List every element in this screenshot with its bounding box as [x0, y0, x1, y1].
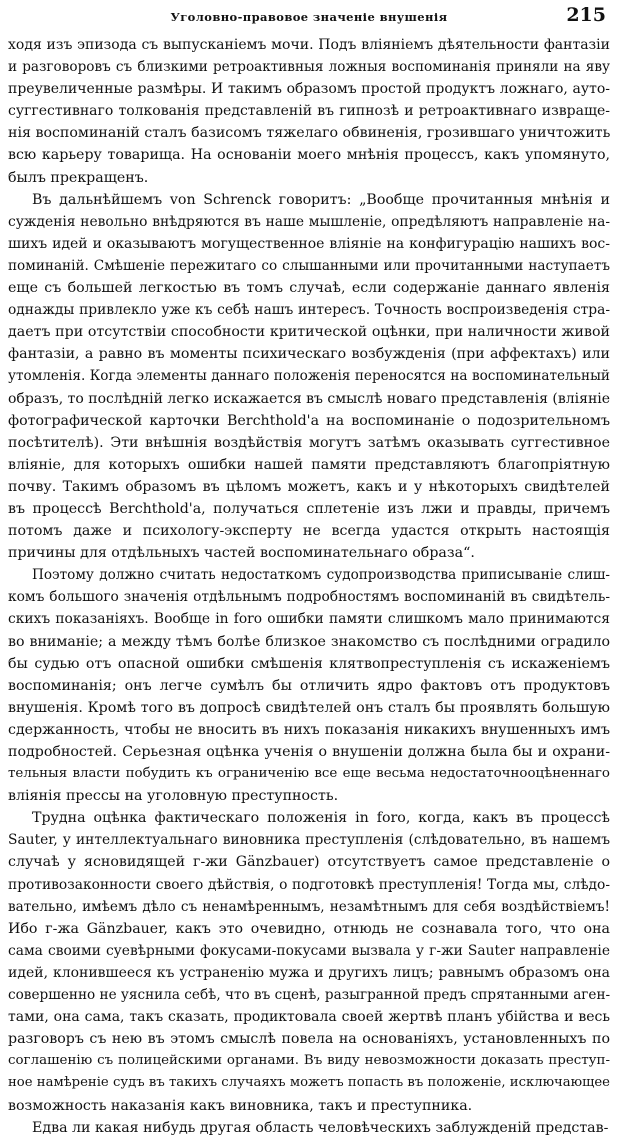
text-line: скихъ показаніяхъ. Вообще in foro ошибки памяти слишкомъ мало принимаются — [8, 611, 610, 628]
page-header — [8, 4, 610, 34]
text-line: вліянія прессы на уголовную преступность. — [8, 788, 339, 805]
text-line: былъ прекращенъ. — [8, 169, 149, 186]
text-line: совершенно не уяснила себѣ, что въ сценѣ, разыгранной предъ спрятанными аген- — [8, 987, 610, 1004]
text-line: Поэтому должно считать недостаткомъ судопроизводства приписываніе слиш- — [32, 567, 610, 584]
text-line: шихъ идей и оказываютъ могущественное вліяніе на конфигурацію нашихъ вос- — [8, 235, 610, 252]
text-line: почву. Такимъ образомъ въ цѣломъ можетъ, какъ и у нѣкоторыхъ свидѣтелей — [8, 478, 610, 495]
text-line: суггестивнаго толкованія представленій въ гипнозѣ и ретроактивнаго извраще- — [8, 103, 610, 120]
paragraph — [8, 1117, 610, 1139]
text-line: даетъ при отсутствіи способности критической оцѣнки, при наличности живой — [8, 324, 610, 341]
text-line: въ процессѣ Berchthold'a, получаться сплетеніе изъ лжи и правды, причемъ — [8, 500, 610, 517]
text-line: посѣтителѣ). Эти внѣшнія воздѣйствія могутъ затѣмъ оказывать суггестивное — [8, 434, 610, 451]
text-line: преувеличенные размѣры. И такимъ образомъ простой продуктъ ложнаго, ауто- — [8, 81, 610, 98]
text-line: и разговоровъ съ близкими ретроактивныя ложныя воспоминанія приняли на яву — [8, 59, 610, 76]
text-line: внушенія. Кромѣ того въ допросѣ свидѣтелей онъ сталъ бы проявлять большую — [8, 699, 610, 716]
text-line: сужденія невольно внѣдряются въ наше мышленіе, опредѣляютъ направленіе на- — [8, 213, 610, 230]
text-line: однажды привлекло уже къ себѣ нашъ интересъ. Точность воспроизведенія стра- — [8, 302, 610, 319]
paragraph — [8, 564, 610, 807]
text-line: во вниманіе; а между тѣмъ болѣе близкое знакомство съ послѣдними оградило — [8, 633, 610, 650]
text-line: сдержанность, чтобы не вносить въ нихъ показанія никакихъ внушенныхъ имъ — [8, 721, 610, 738]
text-line: всю карьеру товарища. На основаніи моего мнѣнія процессъ, какъ упомянуто, — [8, 147, 610, 164]
text-line: тами, она сама, такъ сказать, продиктовала своей жертвѣ планъ убійства и весь — [8, 1009, 610, 1026]
text-line: еще съ большей легкостью въ томъ случаѣ, если содержаніе даннаго явленія — [8, 280, 610, 297]
paragraph — [8, 34, 610, 189]
text-line: соглашенію съ полицейскими органами. Въ виду невозможности доказать преступ- — [8, 1053, 610, 1069]
page-number: 215 — [566, 4, 606, 26]
text-line: возможность наказанія какъ виновника, такъ и преступника. — [8, 1097, 473, 1114]
text-line: подробностей. Серьезная оцѣнка ученія о внушеніи должна была бы и охрани- — [8, 744, 610, 760]
text-line: случаѣ у ясновидящей г-жи Gänzbauer) отсутствуетъ самое представленіе о — [8, 854, 610, 871]
text-line: Едва ли какая нибудь другая область человѣческихъ заблужденій представ- — [32, 1119, 609, 1136]
text-line: фотографической карточки Berchthold'a на воспоминаніе о подозрительномъ — [8, 412, 610, 429]
text-line: образъ, то послѣдній легко искажается въ смыслѣ новаго представленія (вліяніе — [8, 390, 610, 407]
text-line: нія воспоминаній сталъ базисомъ тяжелаго обвиненія, грозившаго уничтожить — [8, 125, 610, 142]
text-line: идей, клонившееся къ устраненію мужа и другихъ лицъ; равнымъ образомъ она — [8, 964, 610, 981]
text-line: тельныя власти побудить къ ограниченію все еще весьма недостаточнооцѣненнаго — [8, 766, 610, 782]
text-line: Въ дальнѣйшемъ von Schrenck говоритъ: „Вообще прочитанныя мнѣнія и — [32, 191, 610, 208]
text-line: Ибо г-жа Gänzbauer, какъ это очевидно, отнюдь не сознавала того, что она — [8, 920, 610, 937]
text-line: воспоминанія; онъ легче сумѣлъ бы отличить ядро фактовъ отъ продуктовъ — [8, 677, 610, 694]
text-line: поминаній. Смѣшеніе пережитаго со слышанными или прочитанными наступаетъ — [8, 257, 610, 274]
running-title: Уголовно-правовое значеніе внушенія — [170, 10, 448, 24]
text-line: вліяніе, для которыхъ ошибки нашей памяти представляютъ благопріятную — [8, 456, 610, 473]
text-line: фантазіи, а равно въ моменты психическаго возбужденія (при аффектахъ) или — [8, 346, 610, 363]
paragraph — [8, 189, 610, 565]
text-line: разговоръ съ нею въ этомъ смыслѣ повела на основаніяхъ, установленныхъ по — [8, 1031, 610, 1048]
paragraph — [8, 807, 610, 1116]
text-line: бы судью отъ опасной ошибки смѣшенія клятвопреступленія съ искаженіемъ — [8, 655, 610, 672]
text-line: комъ большого значенія отдѣльнымъ подробностямъ воспоминаній въ свидѣтель- — [8, 589, 610, 606]
text-line: ходя изъ эпизода съ выпусканіемъ мочи. Подъ вліяніемъ дѣятельности фантазіи — [8, 37, 610, 53]
text-line: утомленія. Когда элементы даннаго положенія переносятся на воспоминательный — [8, 368, 610, 385]
body-text — [8, 34, 610, 1139]
text-line: Трудна оцѣнка фактическаго положенія in foro, когда, какъ въ процессѣ — [32, 810, 610, 827]
text-line: сама своими суевѣрными фокусами-покусами вызвала у г-жи Sauter направленіе — [8, 942, 610, 959]
text-line: причины для отдѣльныхъ частей воспоминательнаго образа“. — [8, 545, 475, 562]
text-line: вательно, имѣемъ дѣло съ ненамѣреннымъ, незамѣтнымъ для себя воздѣйствіемъ! — [8, 898, 610, 915]
text-line: Sauter, у интеллектуальнаго виновника преступленія (слѣдовательно, въ нашемъ — [8, 832, 610, 849]
text-line: противозаконности своего дѣйствія, о подготовкѣ преступленія! Тогда мы, слѣдо- — [8, 876, 610, 893]
text-line: потомъ даже и психологу-эксперту не всегда удастся открыть настоящія — [8, 523, 610, 540]
text-line: ное намѣреніе судъ въ такихъ случаяхъ можетъ попасть въ положеніе, исключающее — [8, 1075, 610, 1091]
